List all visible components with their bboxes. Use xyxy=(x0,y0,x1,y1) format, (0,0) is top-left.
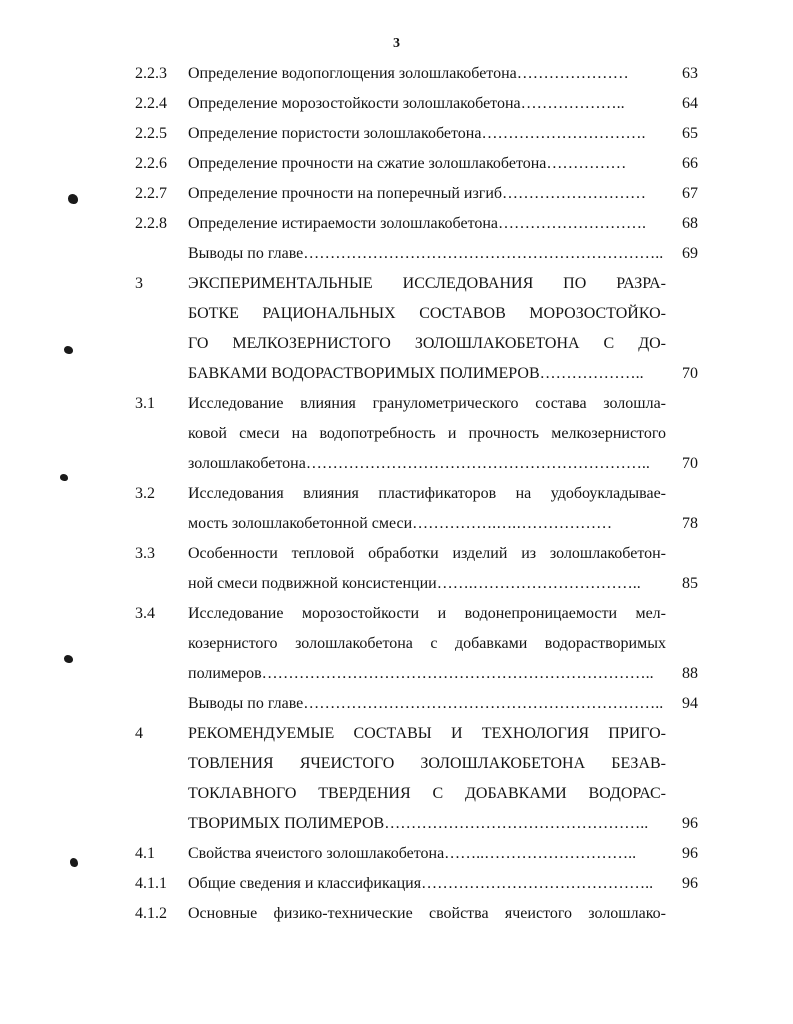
toc-entry-number: 2.2.7 xyxy=(135,185,167,202)
toc-entry-title: Определение водопоглощения золошлакобетона………………… xyxy=(188,65,629,82)
toc-entry-page: 70 xyxy=(682,455,698,472)
toc-entry-title-line: Исследование морозостойкости и водонепроницаемости мел- xyxy=(188,605,666,622)
toc-entry-title-line: мость золошлакобетонной смеси…………….….……………… xyxy=(188,515,613,532)
toc-entry-number: 3.4 xyxy=(135,605,155,622)
toc-entry-page: 96 xyxy=(682,875,698,892)
toc-chapter-title-line: ТОВЛЕНИЯ ЯЧЕИСТОГО ЗОЛОШЛАКОБЕТОНА БЕЗАВ- xyxy=(188,755,666,772)
toc-entry-number: 3.1 xyxy=(135,395,155,412)
scan-speck xyxy=(60,474,68,481)
toc-chapter-title-line: ГО МЕЛКОЗЕРНИСТОГО ЗОЛОШЛАКОБЕТОНА С ДО- xyxy=(188,335,666,352)
toc-entry-title-line: ковой смеси на водопотребность и прочность мелкозернистого xyxy=(188,425,666,442)
toc-entry-number: 4.1 xyxy=(135,845,155,862)
toc-entry-page: 70 xyxy=(682,365,698,382)
toc-entry-page: 85 xyxy=(682,575,698,592)
toc-entry-title: Общие сведения и классификация…………………………………….. xyxy=(188,875,654,892)
toc-entry-number: 2.2.3 xyxy=(135,65,167,82)
toc-entry-number: 2.2.8 xyxy=(135,215,167,232)
toc-entry-page: 67 xyxy=(682,185,698,202)
toc-chapter-number: 4 xyxy=(135,725,143,742)
toc-entry-title: Определение морозостойкости золошлакобетона……………….. xyxy=(188,95,625,112)
toc-entry-page: 69 xyxy=(682,245,698,262)
toc-entry-page: 64 xyxy=(682,95,698,112)
toc-entry-page: 78 xyxy=(682,515,698,532)
toc-chapter-title-line: ТВОРИМЫХ ПОЛИМЕРОВ………………………………………….. xyxy=(188,815,649,832)
toc-entry-page: 63 xyxy=(682,65,698,82)
toc-entry-title-line: Основные физико-технические свойства ячеистого золошлако- xyxy=(188,905,666,922)
toc-entry-title-line: Особенности тепловой обработки изделий из золошлакобетон- xyxy=(188,545,666,562)
toc-entry-title-line: Исследования влияния пластификаторов на удобоукладывае- xyxy=(188,485,666,502)
toc-entry-page: 96 xyxy=(682,845,698,862)
toc-entry-page: 68 xyxy=(682,215,698,232)
toc-entry-page: 88 xyxy=(682,665,698,682)
toc-entry-number: 3.2 xyxy=(135,485,155,502)
toc-entry-number: 2.2.4 xyxy=(135,95,167,112)
scan-speck xyxy=(64,655,73,663)
toc-chapter-title-line: ЭКСПЕРИМЕНТАЛЬНЫЕ ИССЛЕДОВАНИЯ ПО РАЗРА- xyxy=(188,275,666,292)
toc-entry-title: Определение прочности на сжатие золошлакобетона…………… xyxy=(188,155,627,172)
toc-entry-page: 66 xyxy=(682,155,698,172)
scan-speck xyxy=(64,346,73,354)
toc-chapter-title-line: БАВКАМИ ВОДОРАСТВОРИМЫХ ПОЛИМЕРОВ……………….. xyxy=(188,365,644,382)
toc-entry-title: Определение прочности на поперечный изгиб……………………… xyxy=(188,185,647,202)
toc-entry-title-line: Исследование влияния гранулометрического состава золошла- xyxy=(188,395,666,412)
toc-entry-number: 4.1.1 xyxy=(135,875,167,892)
page-number: 3 xyxy=(393,36,400,51)
toc-chapter-title-line: РЕКОМЕНДУЕМЫЕ СОСТАВЫ И ТЕХНОЛОГИЯ ПРИГО- xyxy=(188,725,666,742)
toc-entry-title-line: козернистого золошлакобетона с добавками водорастворимых xyxy=(188,635,666,652)
toc-entry-title-line: полимеров……………………………………………………………….. xyxy=(188,665,654,682)
toc-entry-title-line: золошлакобетона……………………………………………………….. xyxy=(188,455,650,472)
toc-entry-page: 65 xyxy=(682,125,698,142)
toc-entry-number: 2.2.6 xyxy=(135,155,167,172)
toc-entry-title: Определение пористости золошлакобетона…………………………. xyxy=(188,125,646,142)
toc-entry-number: 4.1.2 xyxy=(135,905,167,922)
scan-speck xyxy=(70,858,78,867)
toc-entry-number: 3.3 xyxy=(135,545,155,562)
toc-entry-page: 94 xyxy=(682,695,698,712)
toc-entry-number: 2.2.5 xyxy=(135,125,167,142)
toc-entry-title-line: ной смеси подвижной консистенции…….………………………….. xyxy=(188,575,641,592)
scan-speck xyxy=(68,194,78,204)
toc-entry-title: Выводы по главе………………………………………………………….. xyxy=(188,245,664,262)
toc-entry-title: Определение истираемости золошлакобетона………………………. xyxy=(188,215,647,232)
toc-chapter-title-line: ТОКЛАВНОГО ТВЕРДЕНИЯ С ДОБАВКАМИ ВОДОРАС- xyxy=(188,785,666,802)
toc-chapter-number: 3 xyxy=(135,275,143,292)
toc-entry-page: 96 xyxy=(682,815,698,832)
toc-entry-title: Свойства ячеистого золошлакобетона……..……………………….. xyxy=(188,845,637,862)
toc-chapter-title-line: БОТКЕ РАЦИОНАЛЬНЫХ СОСТАВОВ МОРОЗОСТОЙКО- xyxy=(188,305,666,322)
toc-entry-title: Выводы по главе………………………………………………………….. xyxy=(188,695,664,712)
